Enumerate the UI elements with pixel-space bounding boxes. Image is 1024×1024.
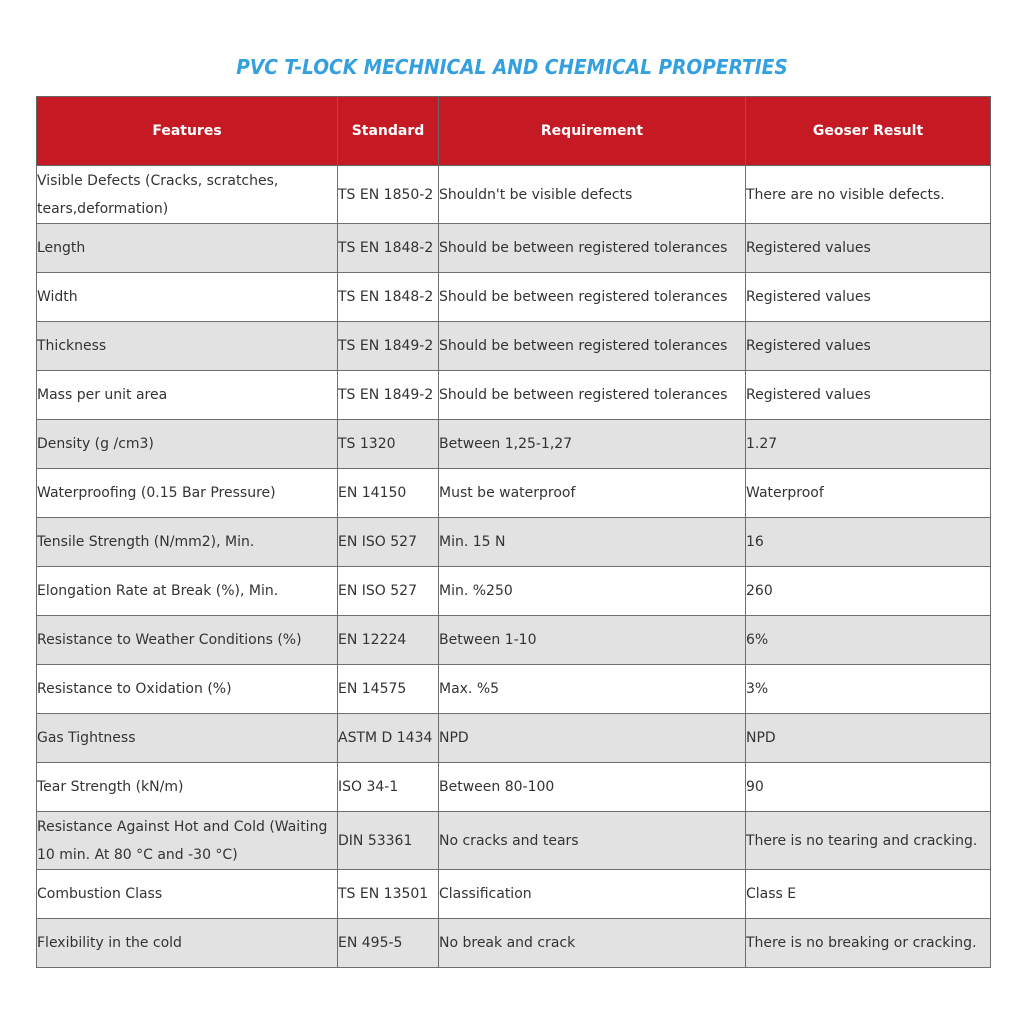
cell-result: NPD — [746, 714, 991, 763]
cell-requirement: Shouldn't be visible defects — [439, 166, 746, 224]
cell-feature: Length — [37, 224, 338, 273]
cell-standard: DIN 53361 — [338, 812, 439, 870]
cell-requirement: Between 1-10 — [439, 616, 746, 665]
cell-result: There are no visible defects. — [746, 166, 991, 224]
cell-requirement: Between 80-100 — [439, 763, 746, 812]
cell-requirement: Should be between registered tolerances — [439, 371, 746, 420]
cell-result: Registered values — [746, 273, 991, 322]
page-title: PVC T-LOCK MECHNICAL AND CHEMICAL PROPERTIES — [236, 55, 788, 79]
cell-result: 260 — [746, 567, 991, 616]
cell-result: There is no breaking or cracking. — [746, 919, 991, 968]
header-requirement: Requirement — [439, 97, 746, 166]
header-standard: Standard — [338, 97, 439, 166]
cell-result: 90 — [746, 763, 991, 812]
cell-feature: Tear Strength (kN/m) — [37, 763, 338, 812]
table-row — [37, 714, 991, 763]
cell-result: Registered values — [746, 371, 991, 420]
cell-standard: TS EN 1849-2 — [338, 371, 439, 420]
cell-standard: EN 12224 — [338, 616, 439, 665]
cell-standard: EN ISO 527 — [338, 567, 439, 616]
cell-standard: TS EN 1849-2 — [338, 322, 439, 371]
table-row — [37, 665, 991, 714]
cell-feature: Resistance to Weather Conditions (%) — [37, 616, 338, 665]
table-row — [37, 166, 991, 224]
cell-result: Registered values — [746, 322, 991, 371]
cell-feature: Visible Defects (Cracks, scratches, tears,deformation) — [37, 166, 338, 224]
table-row — [37, 518, 991, 567]
cell-standard: TS EN 1848-2 — [338, 224, 439, 273]
cell-feature: Resistance to Oxidation (%) — [37, 665, 338, 714]
cell-feature: Width — [37, 273, 338, 322]
cell-feature: Tensile Strength (N/mm2), Min. — [37, 518, 338, 567]
table-row — [37, 469, 991, 518]
table-row — [37, 567, 991, 616]
table-row — [37, 420, 991, 469]
properties-table — [36, 96, 991, 968]
cell-feature: Density (g /cm3) — [37, 420, 338, 469]
header-features: Features — [37, 97, 338, 166]
table-row — [37, 870, 991, 919]
cell-result: There is no tearing and cracking. — [746, 812, 991, 870]
cell-feature: Combustion Class — [37, 870, 338, 919]
table-row — [37, 763, 991, 812]
cell-standard: EN ISO 527 — [338, 518, 439, 567]
cell-feature: Gas Tightness — [37, 714, 338, 763]
cell-standard: EN 495-5 — [338, 919, 439, 968]
cell-result: 16 — [746, 518, 991, 567]
cell-feature: Thickness — [37, 322, 338, 371]
cell-standard: TS EN 13501 — [338, 870, 439, 919]
cell-feature: Elongation Rate at Break (%), Min. — [37, 567, 338, 616]
cell-feature: Mass per unit area — [37, 371, 338, 420]
header-geoser-result: Geoser Result — [746, 97, 991, 166]
cell-standard: TS 1320 — [338, 420, 439, 469]
cell-standard: TS EN 1848-2 — [338, 273, 439, 322]
table-row — [37, 224, 991, 273]
cell-feature: Flexibility in the cold — [37, 919, 338, 968]
cell-requirement: Must be waterproof — [439, 469, 746, 518]
cell-requirement: No cracks and tears — [439, 812, 746, 870]
cell-standard: TS EN 1850-2 — [338, 166, 439, 224]
table-row — [37, 919, 991, 968]
table-row — [37, 322, 991, 371]
cell-standard: ASTM D 1434 — [338, 714, 439, 763]
cell-result: Waterproof — [746, 469, 991, 518]
cell-feature: Resistance Against Hot and Cold (Waiting 10 min. At 80 °C and -30 °C) — [37, 812, 338, 870]
cell-requirement: Min. 15 N — [439, 518, 746, 567]
cell-result: Registered values — [746, 224, 991, 273]
table-row — [37, 812, 991, 870]
cell-requirement: Should be between registered tolerances — [439, 273, 746, 322]
cell-result: 3% — [746, 665, 991, 714]
cell-requirement: Min. %250 — [439, 567, 746, 616]
cell-standard: EN 14575 — [338, 665, 439, 714]
table-row — [37, 273, 991, 322]
cell-feature: Waterproofing (0.15 Bar Pressure) — [37, 469, 338, 518]
cell-requirement: Between 1,25-1,27 — [439, 420, 746, 469]
table-row — [37, 616, 991, 665]
table-header-row — [37, 97, 991, 166]
cell-result: 6% — [746, 616, 991, 665]
cell-standard: ISO 34-1 — [338, 763, 439, 812]
cell-requirement: NPD — [439, 714, 746, 763]
cell-result: Class E — [746, 870, 991, 919]
cell-requirement: Should be between registered tolerances — [439, 322, 746, 371]
cell-requirement: Classification — [439, 870, 746, 919]
table-row — [37, 371, 991, 420]
cell-result: 1.27 — [746, 420, 991, 469]
cell-standard: EN 14150 — [338, 469, 439, 518]
cell-requirement: Max. %5 — [439, 665, 746, 714]
cell-requirement: No break and crack — [439, 919, 746, 968]
cell-requirement: Should be between registered tolerances — [439, 224, 746, 273]
